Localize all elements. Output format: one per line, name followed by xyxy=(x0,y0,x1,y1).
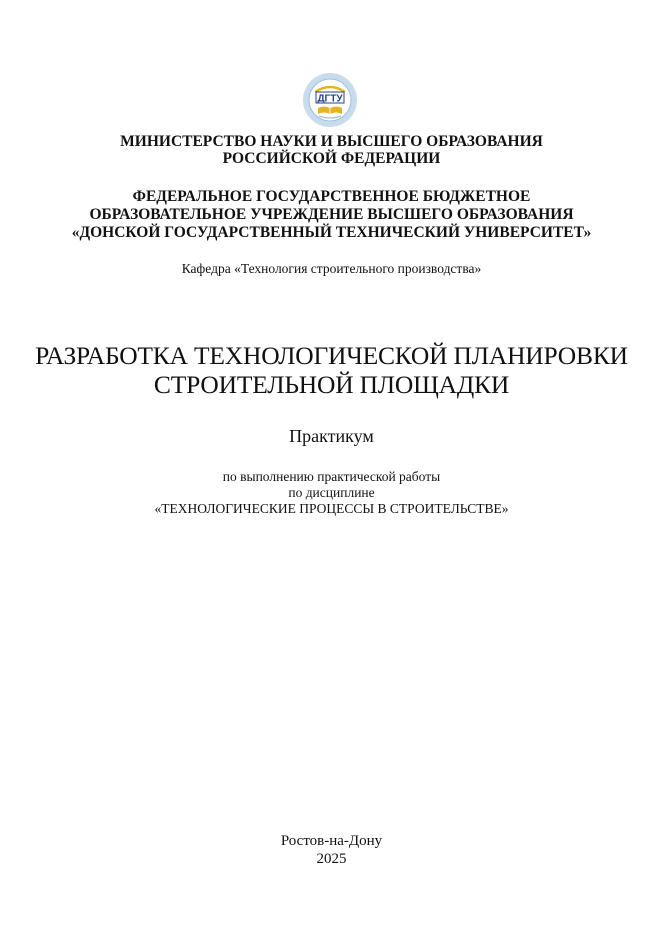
publication-city: Ростов-на-Дону xyxy=(280,833,383,849)
ministry-line-2: РОССИЙСКОЙ ФЕДЕРАЦИИ xyxy=(222,150,441,167)
title-line-1: РАЗРАБОТКА ТЕХНОЛОГИЧЕСКОЙ ПЛАНИРОВКИ xyxy=(35,341,628,370)
document-subtitle: Практикум xyxy=(289,426,374,446)
institution-line-2: ОБРАЗОВАТЕЛЬНОЕ УЧРЕЖДЕНИЕ ВЫСШЕГО ОБРАЗОВАНИЯ xyxy=(89,206,574,223)
institution-line-3: «ДОНСКОЙ ГОСУДАРСТВЕННЫЙ ТЕХНИЧЕСКИЙ УНИВЕРСИТЕТ» xyxy=(71,224,592,241)
purpose-line-1: по выполнению практической работы xyxy=(222,469,441,484)
university-crest-icon xyxy=(301,70,359,134)
institution-line-1: ФЕДЕРАЛЬНОЕ ГОСУДАРСТВЕННОЕ БЮДЖЕТНОЕ xyxy=(132,188,531,205)
department-name: Кафедра «Технология строительного производства» xyxy=(181,261,482,276)
publication-info xyxy=(0,832,663,868)
title-line-2: СТРОИТЕЛЬНОЙ ПЛОЩАДКИ xyxy=(153,370,510,399)
ministry-name xyxy=(0,133,663,167)
institution-name xyxy=(0,188,663,242)
university-logo xyxy=(301,70,359,134)
document-title xyxy=(0,341,663,399)
logo-text: ДГТУ xyxy=(317,93,343,105)
document-purpose xyxy=(0,469,663,517)
ministry-line-1: МИНИСТЕРСТВО НАУКИ И ВЫСШЕГО ОБРАЗОВАНИЯ xyxy=(120,133,543,150)
purpose-line-2: по дисциплине xyxy=(288,485,375,500)
publication-year: 2025 xyxy=(316,851,347,867)
purpose-line-3: «ТЕХНОЛОГИЧЕСКИЕ ПРОЦЕССЫ В СТРОИТЕЛЬСТВЕ» xyxy=(154,501,509,516)
